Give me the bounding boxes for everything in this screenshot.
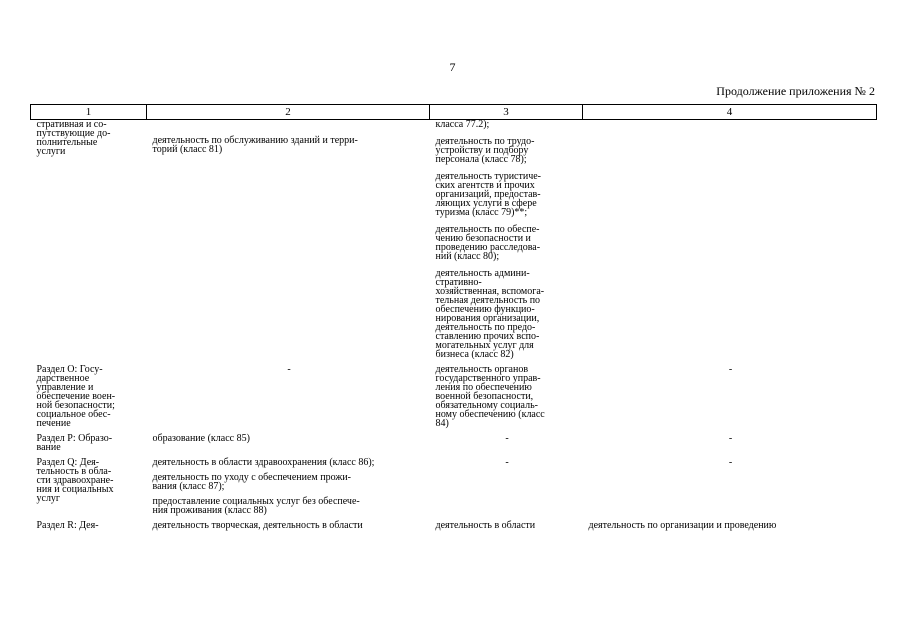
section-name: Раздел P: Образо- вание (36, 433, 113, 453)
activity-cell (430, 458, 583, 521)
column-number-header: 3 (430, 105, 583, 120)
activity-entry: предоставление социальных услуг без обеспече- ния проживания (класс 88) (152, 496, 360, 516)
activity-cell (147, 365, 430, 434)
activity-entry: деятельность творческая, деятельность в области (152, 520, 363, 531)
activity-entry: деятельность админи- стративно- хозяйственная, вспомога- тельная деятельность по обеспечению функцио- нирования организации, деятельность по предо- ставлению прочих вспо- могательных услуг для бизнеса (класс 82) (435, 268, 545, 360)
activity-cell (583, 120, 877, 366)
activity-cell (147, 458, 430, 521)
activity-entry: деятельность по уходу с обеспечением прожи- вания (класс 87); (152, 472, 351, 492)
appendix-continuation-label: Продолжение приложения № 2 (716, 84, 875, 98)
activity-cell (430, 120, 583, 366)
column-number-header: 1 (31, 105, 147, 120)
activity-cell: - (728, 364, 733, 375)
activity-cell (430, 434, 583, 458)
activity-entry: образование (класс 85) (152, 433, 250, 444)
section-name-cell (31, 434, 147, 458)
table-row (31, 434, 877, 458)
activity-entry: деятельность в области здравоохранения (класс 86); (152, 457, 375, 468)
section-name: Раздел Q: Дея- тельность в обла- сти здравоохране- ния и социальных услуг (36, 457, 114, 504)
page-number: 7 (449, 60, 456, 74)
section-name-cell (31, 365, 147, 434)
activity-entry: - (505, 457, 509, 468)
table-row (31, 458, 877, 521)
activity-entry: - (287, 364, 291, 375)
activity-cell (147, 434, 430, 458)
activity-entry: деятельность органов государственного управ- ления по обеспечению военной безопасности, обязательному социаль- ному обеспечению (класс 84) (435, 364, 545, 429)
section-name-cell (31, 521, 147, 536)
section-name-cell (31, 120, 147, 366)
activity-cell: деятельность по организации и проведению (588, 520, 777, 531)
table-row (31, 120, 877, 366)
table-row (31, 365, 877, 434)
activity-cell: - (728, 433, 733, 444)
column-number-header: 4 (583, 105, 877, 120)
activity-cell: - (728, 457, 733, 468)
activity-entry: деятельность по обеспе- чению безопасности и проведению расследова- ний (класс 80); (435, 224, 541, 262)
activity-cell (430, 521, 583, 536)
activity-cell (147, 120, 430, 366)
activity-cell (147, 521, 430, 536)
activity-entry: класса 77.2); (435, 119, 490, 130)
activity-entry: деятельность туристиче- ских агентств и прочих организаций, предостав- ляющих услуги в сфере туризма (класс 79)**; (435, 171, 542, 218)
activity-entry: - (505, 433, 509, 444)
section-name: Раздел R: Дея- (36, 520, 99, 531)
activity-entry: деятельность в области (435, 520, 536, 531)
section-name-cell (31, 458, 147, 521)
section-name: Раздел O: Госу- дарственное управление и обеспечение воен- ной безопасности; социальное обес- печение (36, 364, 116, 429)
table-row (31, 521, 877, 536)
activity-entry: деятельность по трудо- устройству и подбору персонала (класс 78); (435, 136, 535, 165)
classification-table (30, 104, 877, 536)
activity-cell (430, 365, 583, 434)
section-name: стративная и со- путствующие до- полнительные услуги (36, 119, 111, 157)
activity-entry: деятельность по обслуживанию зданий и терри- торий (класс 81) (152, 135, 358, 155)
column-number-header: 2 (147, 105, 430, 120)
column-number-header-row (31, 105, 877, 120)
